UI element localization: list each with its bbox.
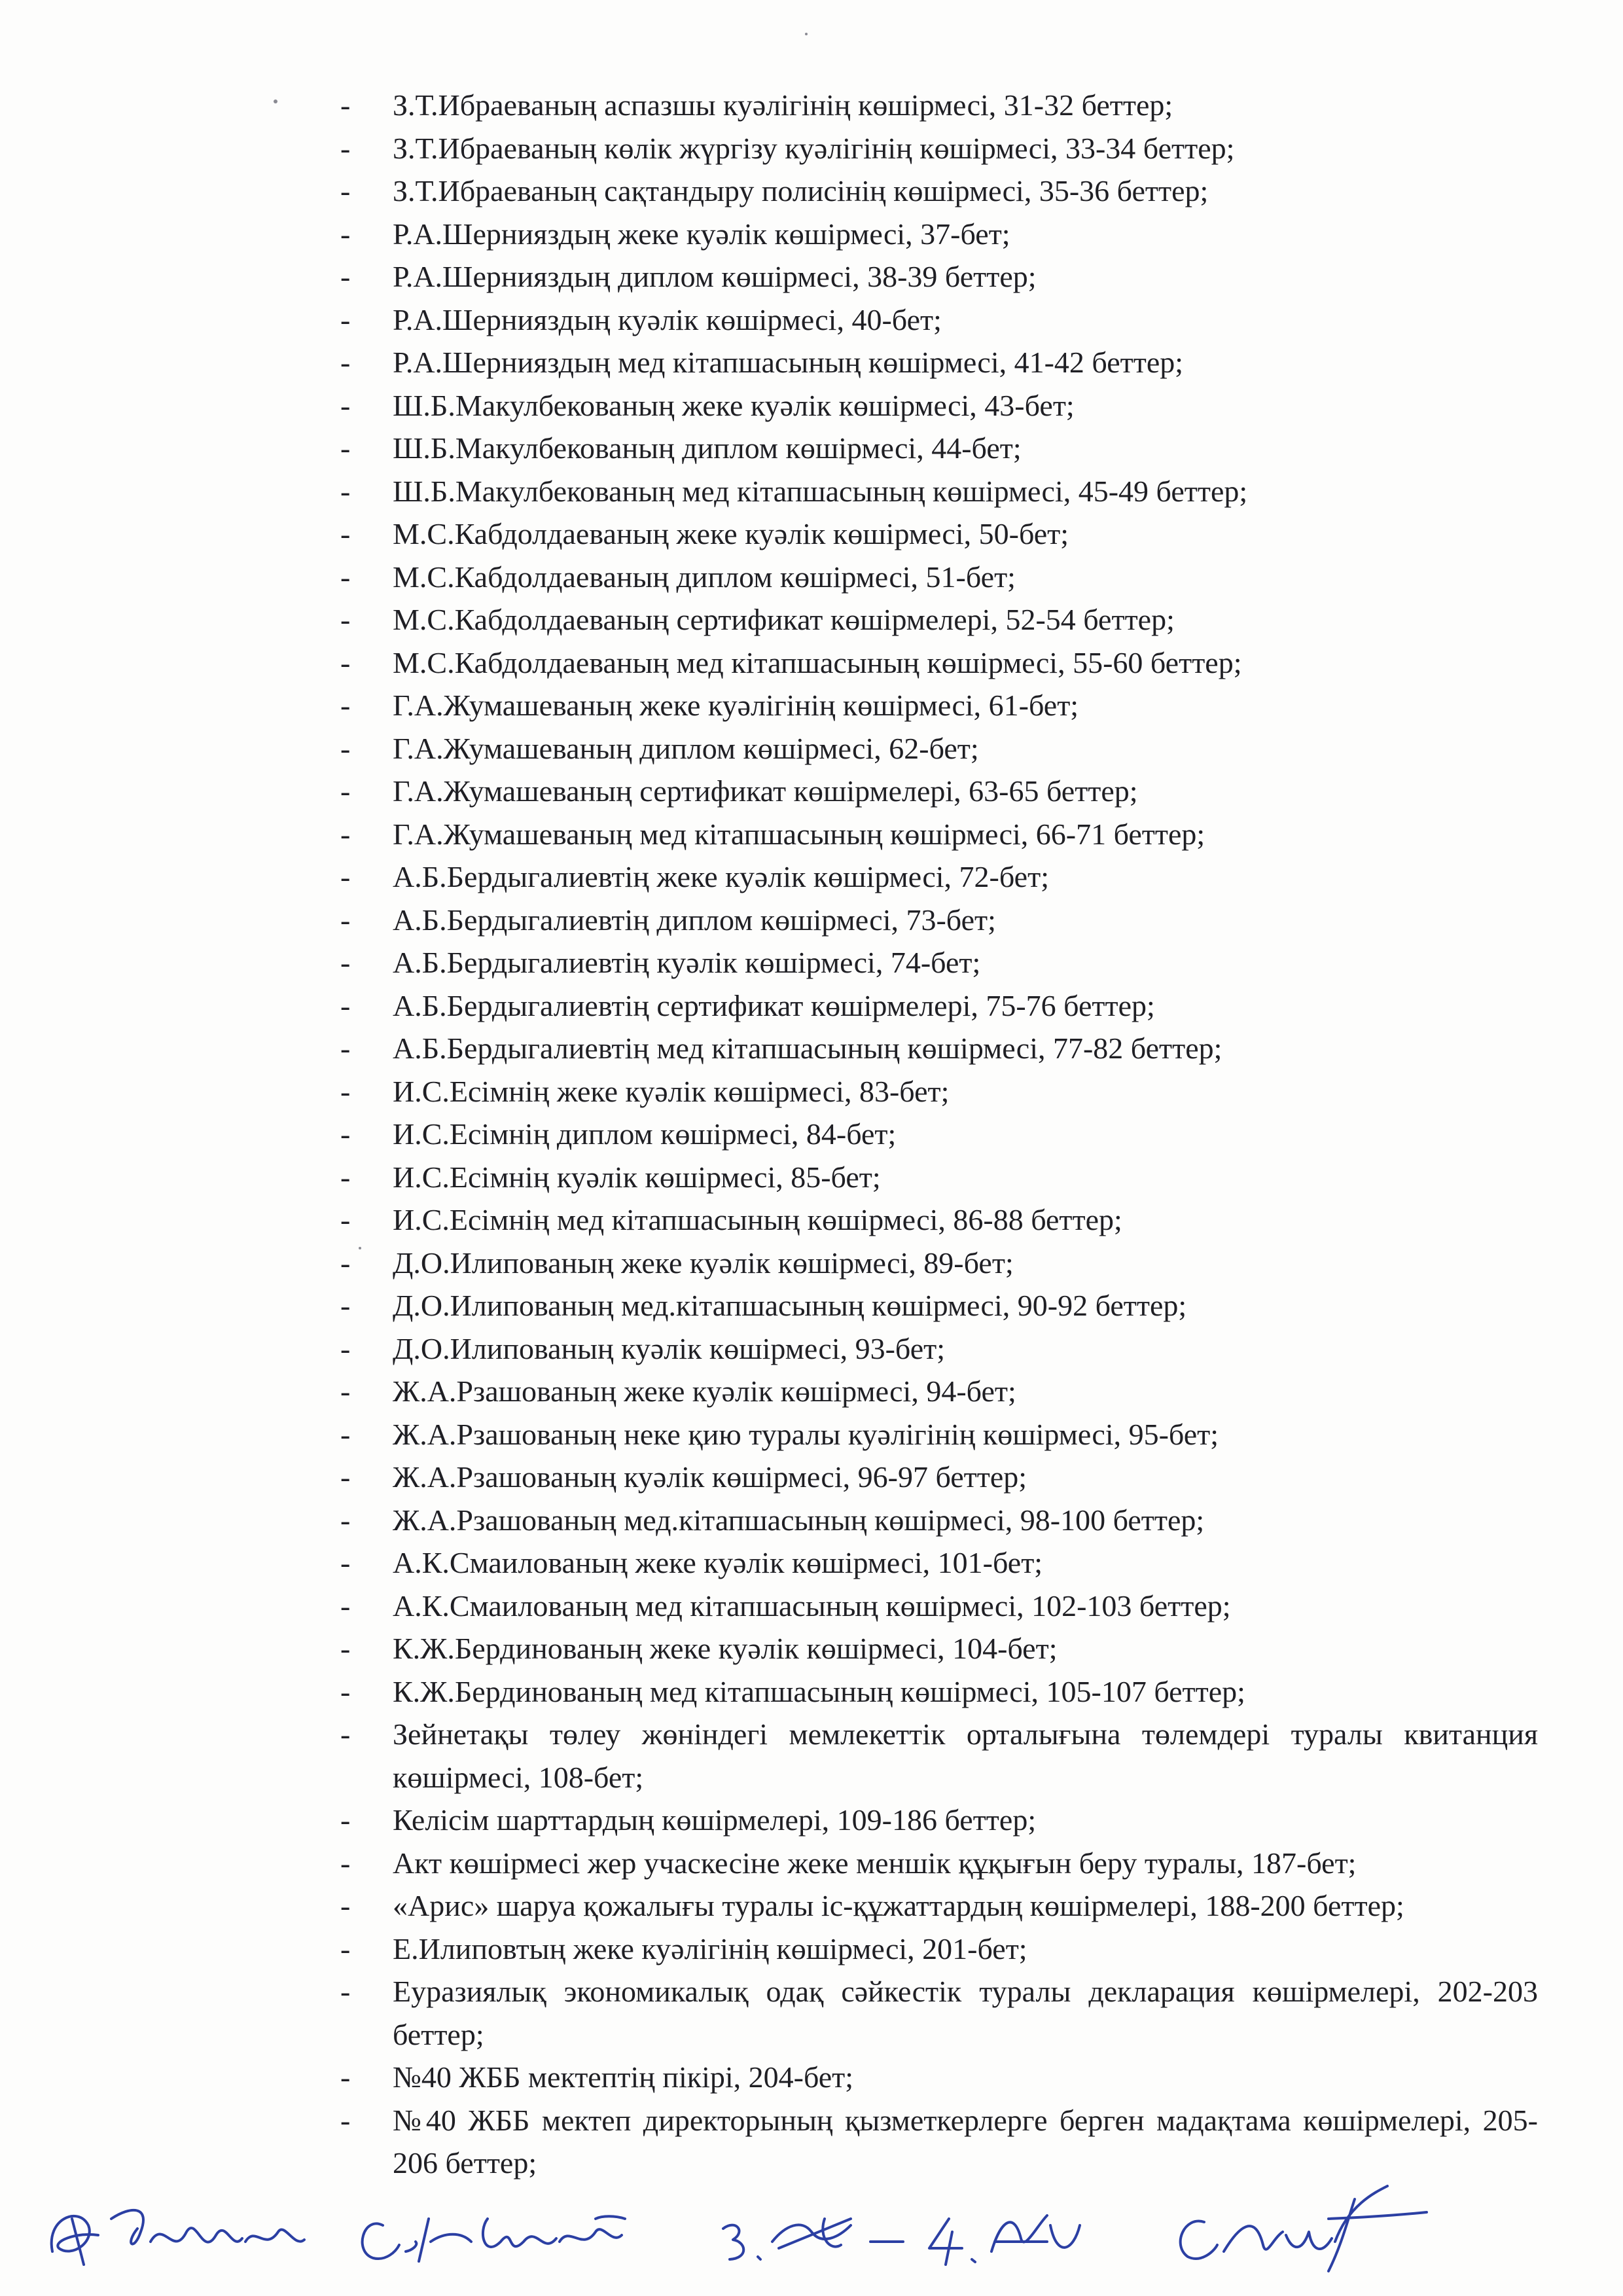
item-text: А.Б.Бердыгалиевтің диплом көшірмесі, 73-бет; — [393, 903, 996, 937]
item-text: Акт көшірмесі жер учаскесіне жеке меншік құқығын беру туралы, 187-бет; — [393, 1846, 1357, 1880]
list-item — [340, 1884, 1538, 1928]
bullet-dash: - — [340, 689, 351, 722]
bullet-dash: - — [340, 1374, 351, 1408]
list-item — [340, 170, 1538, 213]
item-text: Ж.А.Рзашованың мед.кітапшасының көшірмесі, 98-100 беттер; — [393, 1503, 1205, 1537]
list-item — [340, 1413, 1538, 1456]
list-item — [340, 127, 1538, 170]
item-text: З.Т.Ибраеваның сақтандыру полисінің көшірмесі, 35-36 беттер; — [393, 174, 1209, 207]
item-text: К.Ж.Бердинованың мед кітапшасының көшірмесі, 105-107 беттер; — [393, 1674, 1245, 1708]
item-text: Р.А.Шернияздың жеке куәлік көшірмесі, 37-бет; — [393, 217, 1010, 251]
item-text: Г.А.Жумашеваның сертификат көшірмелері, 63-65 беттер; — [393, 774, 1138, 808]
list-item — [340, 1242, 1538, 1285]
item-text: Д.О.Илипованың жеке куәлік көшірмесі, 89-бет; — [393, 1246, 1014, 1280]
list-item — [340, 1970, 1538, 2056]
list-item — [340, 598, 1538, 641]
item-text: Г.А.Жумашеваның мед кітапшасының көшірмесі, 66-71 беттер; — [393, 817, 1205, 851]
bullet-dash: - — [340, 2103, 351, 2137]
signature-3 — [723, 2219, 903, 2259]
bullet-dash: - — [340, 1160, 351, 1194]
list-item — [340, 1670, 1538, 1713]
list-item — [340, 384, 1538, 427]
list-item — [340, 1070, 1538, 1113]
item-text: М.С.Кабдолдаеваның жеке куәлік көшірмесі, 50-бет; — [393, 517, 1069, 550]
bullet-dash: - — [340, 1289, 351, 1322]
list-item — [340, 556, 1538, 599]
list-item — [340, 1799, 1538, 1842]
item-text: З.Т.Ибраеваның көлік жүргізу куәлігінің көшірмесі, 33-34 беттер; — [393, 131, 1235, 165]
signature-1 — [52, 2210, 304, 2265]
scan-speck — [805, 33, 808, 35]
list-item — [340, 727, 1538, 770]
list-item — [340, 1284, 1538, 1327]
list-item — [340, 427, 1538, 470]
list-item — [340, 255, 1538, 298]
list-item — [340, 470, 1538, 513]
signatures — [26, 2179, 1440, 2278]
list-item — [340, 984, 1538, 1028]
item-text: А.К.Смаилованың жеке куәлік көшірмесі, 101-бет; — [393, 1546, 1043, 1579]
list-item — [340, 1156, 1538, 1199]
list-item — [340, 1198, 1538, 1242]
item-text: И.С.Есімнің диплом көшірмесі, 84-бет; — [393, 1117, 897, 1151]
item-text: Д.О.Илипованың куәлік көшірмесі, 93-бет; — [393, 1331, 946, 1365]
item-text: А.Б.Бердыгалиевтің мед кітапшасының көшірмесі, 77-82 беттер; — [393, 1031, 1222, 1065]
item-text: №40 ЖББ мектептің пікірі, 204-бет; — [393, 2060, 854, 2094]
bullet-dash: - — [340, 645, 351, 679]
list-item — [340, 1370, 1538, 1413]
bullet-dash: - — [340, 431, 351, 465]
bullet-dash: - — [340, 1246, 351, 1280]
list-item — [340, 1456, 1538, 1499]
list-item — [340, 1027, 1538, 1070]
bullet-dash: - — [340, 860, 351, 893]
list-item — [340, 684, 1538, 727]
list-item — [340, 2056, 1538, 2099]
bullet-dash: - — [340, 603, 351, 636]
list-item — [340, 1113, 1538, 1156]
bullet-dash: - — [340, 1803, 351, 1837]
list-item — [340, 1585, 1538, 1628]
bullet-dash: - — [340, 1674, 351, 1708]
item-text: Ш.Б.Макулбекованың диплом көшірмесі, 44-бет; — [393, 431, 1022, 465]
bullet-dash: - — [340, 1889, 351, 1922]
list-item — [340, 1842, 1538, 1885]
bullet-dash: - — [340, 1117, 351, 1151]
scan-speck — [359, 1247, 361, 1249]
item-text: И.С.Есімнің куәлік көшірмесі, 85-бет; — [393, 1160, 881, 1194]
list-item — [340, 512, 1538, 556]
item-text: Е.Илиповтың жеке куәлігінің көшірмесі, 201-бет; — [393, 1931, 1027, 1965]
bullet-dash: - — [340, 1975, 351, 2008]
bullet-dash: - — [340, 131, 351, 165]
bullet-dash: - — [340, 1460, 351, 1494]
bullet-dash: - — [340, 1717, 351, 1751]
item-text: Д.О.Илипованың мед.кітапшасының көшірмесі, 90-92 беттер; — [393, 1289, 1187, 1322]
bullet-dash: - — [340, 988, 351, 1022]
list-item — [340, 1541, 1538, 1585]
list-item — [340, 1928, 1538, 1971]
item-text: Г.А.Жумашеваның жеке куәлігінің көшірмесі, 61-бет; — [393, 689, 1079, 722]
list-item — [340, 1327, 1538, 1371]
bullet-dash: - — [340, 1031, 351, 1065]
signature-2 — [363, 2216, 625, 2261]
bullet-dash: - — [340, 88, 351, 122]
item-text: А.Б.Бердыгалиевтің куәлік көшірмесі, 74-бет; — [393, 946, 981, 979]
item-text: Р.А.Шернияздың диплом көшірмесі, 38-39 беттер; — [393, 260, 1037, 293]
bullet-dash: - — [340, 560, 351, 594]
bullet-dash: - — [340, 346, 351, 379]
signature-4 — [929, 2215, 1080, 2265]
item-text: М.С.Кабдолдаеваның диплом көшірмесі, 51-бет; — [393, 560, 1016, 594]
bullet-dash: - — [340, 1417, 351, 1451]
item-text: М.С.Кабдолдаеваның сертификат көшірмелері, 52-54 беттер; — [393, 603, 1175, 636]
item-text: «Арис» шаруа қожалығы туралы іс-құжаттардың көшірмелері, 188-200 беттер; — [393, 1889, 1404, 1922]
list-item — [340, 813, 1538, 856]
bullet-dash: - — [340, 302, 351, 336]
list-item — [340, 2099, 1538, 2185]
item-text: Ш.Б.Макулбекованың жеке куәлік көшірмесі, 43-бет; — [393, 388, 1075, 422]
bullet-dash: - — [340, 1846, 351, 1880]
item-text: Г.А.Жумашеваның диплом көшірмесі, 62-бет; — [393, 731, 979, 765]
signature-5 — [1181, 2186, 1427, 2271]
bullet-dash: - — [340, 731, 351, 765]
list-item — [340, 941, 1538, 984]
list-item — [340, 899, 1538, 942]
bullet-dash: - — [340, 1931, 351, 1965]
bullet-dash: - — [340, 903, 351, 937]
bullet-dash: - — [340, 946, 351, 979]
bullet-dash: - — [340, 474, 351, 508]
list-item — [340, 1713, 1538, 1799]
item-text: Р.А.Шернияздың куәлік көшірмесі, 40-бет; — [393, 302, 942, 336]
item-text: Ж.А.Рзашованың жеке куәлік көшірмесі, 94-бет; — [393, 1374, 1016, 1408]
bullet-dash: - — [340, 2060, 351, 2094]
item-text: М.С.Кабдолдаеваның мед кітапшасының көшірмесі, 55-60 беттер; — [393, 645, 1242, 679]
bullet-dash: - — [340, 774, 351, 808]
bullet-dash: - — [340, 817, 351, 851]
item-text: А.Б.Бердыгалиевтің жеке куәлік көшірмесі, 72-бет; — [393, 860, 1049, 893]
item-text: Ж.А.Рзашованың куәлік көшірмесі, 96-97 беттер; — [393, 1460, 1027, 1494]
list-item — [340, 770, 1538, 813]
bullet-dash: - — [340, 1588, 351, 1623]
item-text: Еуразиялық экономикалық одақ сәйкестік туралы декларация көшірмелері, 202-203 беттер; — [393, 1975, 1538, 2051]
bullet-dash: - — [340, 1546, 351, 1579]
scan-speck — [274, 99, 277, 103]
item-text: А.Б.Бердыгалиевтің сертификат көшірмелері, 75-76 беттер; — [393, 988, 1155, 1022]
list-item — [340, 341, 1538, 384]
item-text: З.Т.Ибраеваның аспазшы куәлігінің көшірмесі, 31-32 беттер; — [393, 88, 1173, 122]
item-text: И.С.Есімнің жеке куәлік көшірмесі, 83-бет; — [393, 1074, 950, 1108]
list-item — [340, 1627, 1538, 1670]
bullet-dash: - — [340, 517, 351, 550]
bullet-dash: - — [340, 1632, 351, 1665]
bullet-dash: - — [340, 1503, 351, 1537]
item-text: И.С.Есімнің мед кітапшасының көшірмесі, 86-88 беттер; — [393, 1203, 1122, 1236]
item-text: №40 ЖББ мектеп директорының қызметкерлерге берген мадақтама көшірмелері, 205-206 беттер; — [393, 2103, 1538, 2179]
bullet-dash: - — [340, 217, 351, 251]
item-text: Ш.Б.Макулбекованың мед кітапшасының көшірмесі, 45-49 беттер; — [393, 474, 1248, 508]
item-text: Р.А.Шернияздың мед кітапшасының көшірмесі, 41-42 беттер; — [393, 346, 1184, 379]
item-text: Ж.А.Рзашованың неке қию туралы куәлігінің көшірмесі, 95-бет; — [393, 1417, 1219, 1451]
item-text: Келісім шарттардың көшірмелері, 109-186 беттер; — [393, 1803, 1037, 1837]
item-text: Зейнетақы төлеу жөніндегі мемлекеттік орталығына төлемдері туралы квитанция көшірмесі, 108-бет; — [393, 1717, 1538, 1794]
list-item — [340, 1499, 1538, 1542]
list-item — [340, 641, 1538, 685]
bullet-dash: - — [340, 174, 351, 207]
item-text: А.К.Смаилованың мед кітапшасының көшірмесі, 102-103 беттер; — [393, 1588, 1231, 1623]
bullet-dash: - — [340, 1203, 351, 1236]
bullet-dash: - — [340, 388, 351, 422]
list-item — [340, 84, 1538, 127]
list-item — [340, 298, 1538, 342]
item-text: К.Ж.Бердинованың жеке куәлік көшірмесі, 104-бет; — [393, 1632, 1058, 1665]
list-item — [340, 855, 1538, 899]
bullet-dash: - — [340, 260, 351, 293]
list-item — [340, 213, 1538, 256]
bullet-dash: - — [340, 1331, 351, 1365]
enclosure-list — [340, 84, 1538, 2185]
bullet-dash: - — [340, 1074, 351, 1108]
